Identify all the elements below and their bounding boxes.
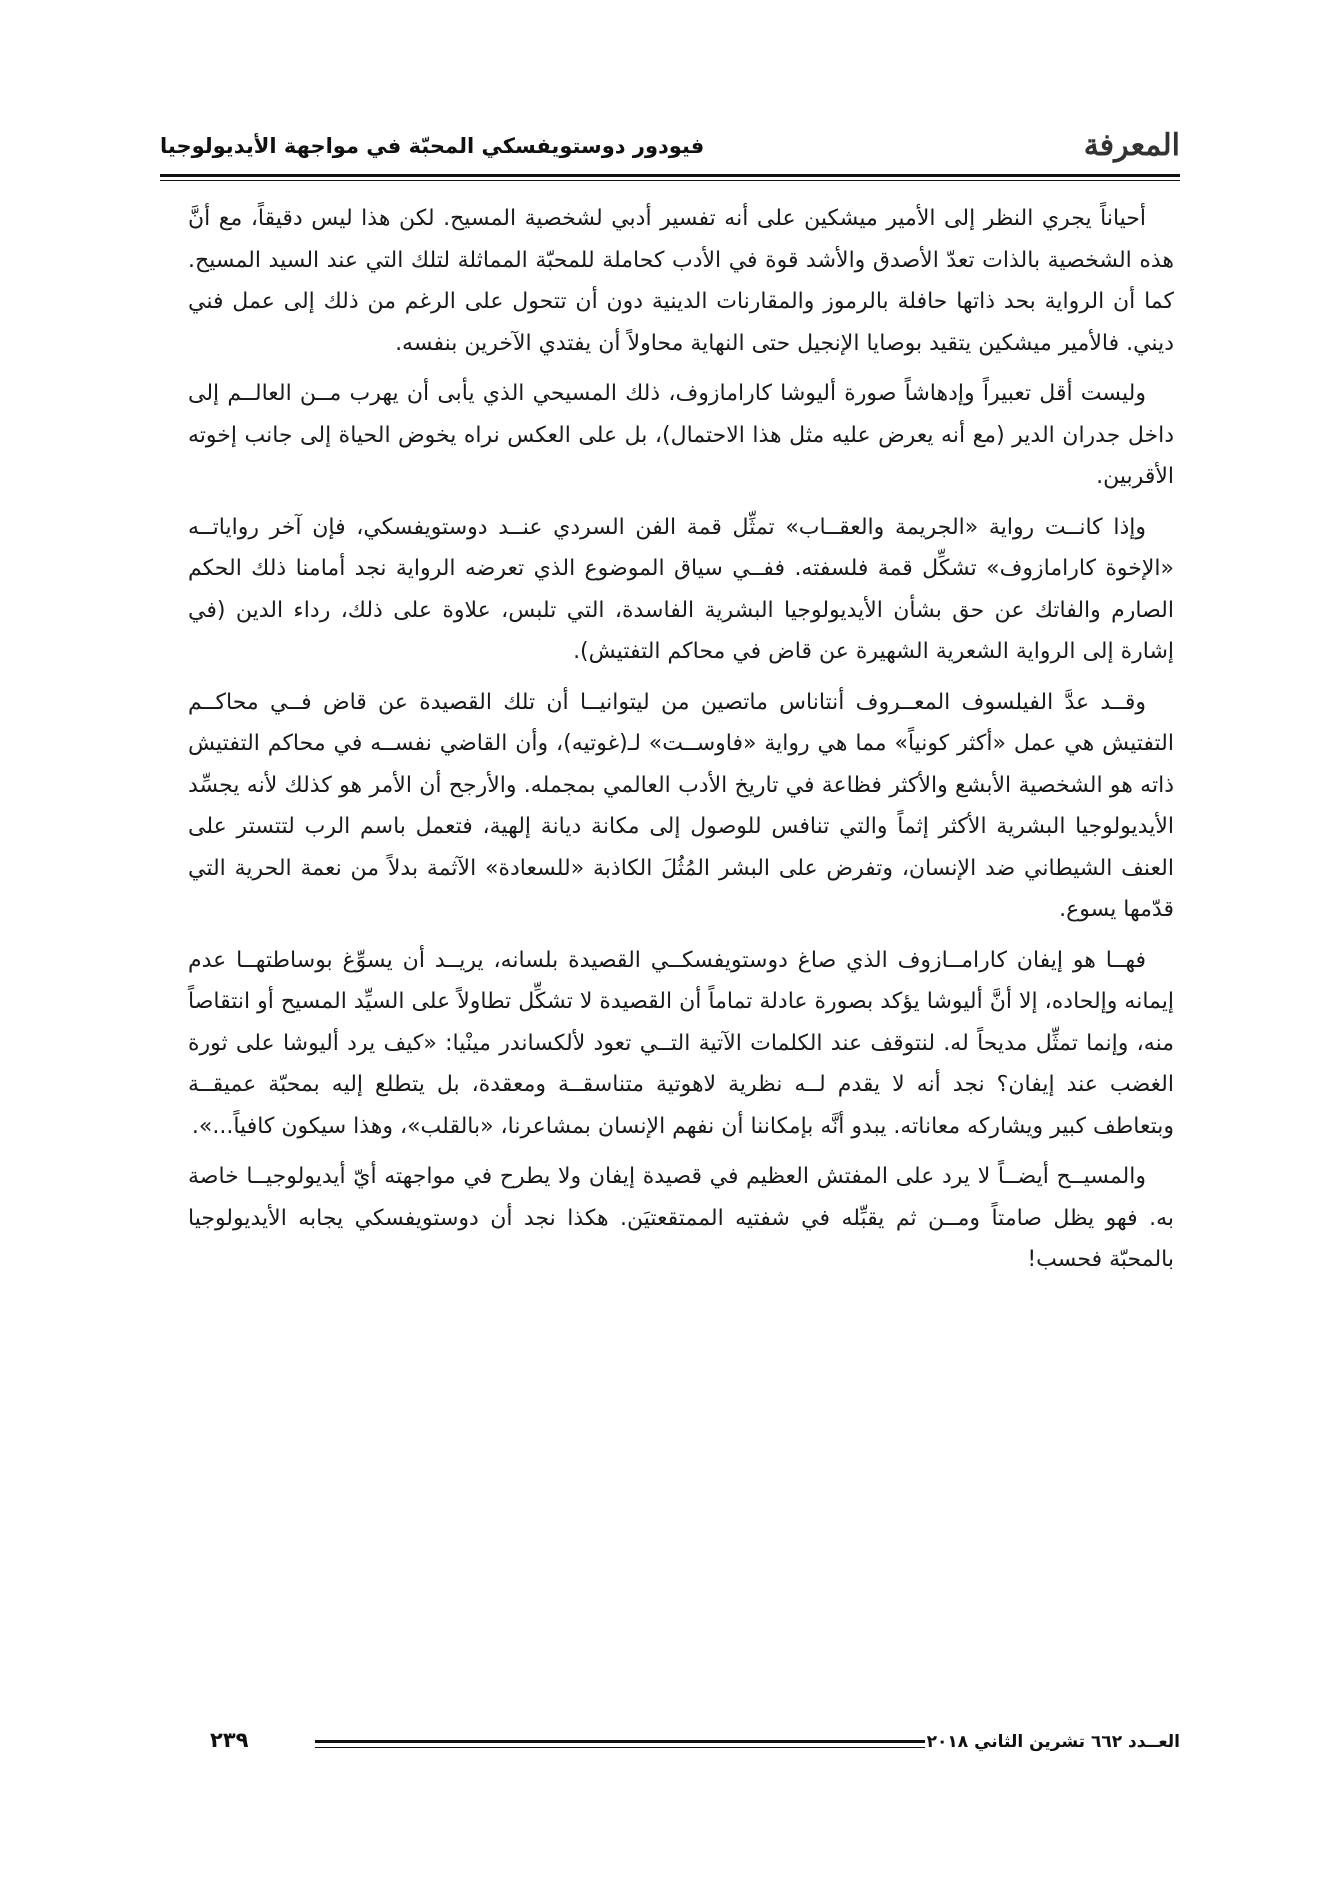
paragraph: أحياناً يجري النظر إلى الأمير ميشكين على أنه تفسير أدبي لشخصية المسيح. لكن هذا ليس دقيقاً، مع أنَّ هذه الشخصية بالذات تعدّ الأصدق والأشد قوة في الأدب كحاملة للمحبّة المماثلة لتلك التي عند السيد المسيح. كما أن الرواية بحد ذاتها حافلة بالرموز والمقارنات الدينية دون أن تتحول على الرغم من ذلك إلى عمل فني ديني. فالأمير ميشكين يتقيد بوصايا الإنجيل حتى النهاية محاولاً أن يفتدي الآخرين بنفسه. (188, 206, 1174, 356)
paragraph: وقــد عدَّ الفيلسوف المعــروف أنتاناس ماتصين من ليتوانيــا أن تلك القصيدة عن قاض فــي محاكــم التفتيش هي عمل «أكثر كونياً» مما هي رواية «فاوســت» لـ(غوتيه)، وأن القاضي نفســه في محاكم التفتيش ذاته هو الشخصية الأبشع والأكثر فظاعة في تاريخ الأدب العالمي بمجمله. والأرجح أن الأمر هو كذلك لأنه يجسِّد الأيديولوجيا البشرية الأكثر إثماً والتي تنافس للوصول إلى مكانة ديانة إلهية، فتعمل باسم الرب لتتستر على العنف الشيطاني ضد الإنسان، وتفرض على البشر المُثُلَ الكاذبة «للسعادة» الآثمة بدلاً من نعمة الحرية التي قدّمها يسوع. (188, 689, 1174, 922)
paragraph: فهــا هو إيفان كارامــازوف الذي صاغ دوستويفسكــي القصيدة بلسانه، يريــد أن يسوِّغ بوساطتهــا عدم إيمانه وإلحاده، إلا أنَّ أليوشا يؤكد بصورة عادلة تماماً أن القصيدة لا تشكِّل تطاولاً على السيِّد المسيح أو انتقاصاً منه، وإنما تمثِّل مديحاً له. لنتوقف عند الكلمات الآتية التــي تعود لألكساندر مينْيا: «كيف يرد أليوشا على ثورة الغضب عند إيفان؟ نجد أنه لا يقدم لــه نظرية لاهوتية متناسقــة ومعقدة، بل يتطلع إليه بمحبّة عميقــة وبتعاطف كبير ويشاركه معاناته. يبدو أنَّه بإمكاننا أن نفهم الإنسان بمشاعرنا، «بالقلب»، وهذا سيكون كافياً...». (188, 947, 1174, 1139)
paragraph: وإذا كانــت رواية «الجريمة والعقــاب» تمثِّل قمة الفن السردي عنــد دوستويفسكي، فإن آخر رواياتــه «الإخوة كارامازوف» تشكِّل قمة فلسفته. ففــي سياق الموضوع الذي تعرضه الرواية نجد أمامنا ذلك الحكم الصارم والفاتك عن حق بشأن الأيديولوجيا البشرية الفاسدة، التي تلبس، علاوة على ذلك، رداء الدين (في إشارة إلى الرواية الشعرية الشهيرة عن قاض في محاكم التفتيش). (188, 514, 1174, 664)
paragraph: والمسيــح أيضــاً لا يرد على المفتش العظيم في قصيدة إيفان ولا يطرح في مواجهته أيّ أيديولوجيــا خاصة به. فهو يظل صامتاً ومــن ثم يقبِّله في شفتيه الممتقعتيَن. هكذا نجد أن دوستويفسكي يجابه الأيديولوجيا بالمحبّة فحسب! (188, 1164, 1174, 1272)
header-divider-thin (160, 180, 1180, 181)
footer-divider (315, 1740, 925, 1743)
header-divider (160, 174, 1180, 177)
issue-info: العــدد ٦٦٢ تشرين الثاني ٢٠١٨ (926, 1732, 1180, 1752)
article-body (188, 198, 1174, 1290)
footer-divider-thin (315, 1747, 925, 1748)
page-footer (210, 1728, 1180, 1772)
magazine-logo: المعرفة (1083, 128, 1180, 163)
running-title: فيودور دوستويفسكي المحبّة في مواجهة الأيديولوجيا (160, 134, 705, 158)
paragraph: وليست أقل تعبيراً وإدهاشاً صورة أليوشا كارامازوف، ذلك المسيحي الذي يأبى أن يهرب مــن العالــم إلى داخل جدران الدير (مع أنه يعرض عليه مثل هذا الاحتمال)، بل على العكس نراه يخوض الحياة إلى جانب إخوته الأقربين. (188, 381, 1174, 489)
page-number: ٢٣٩ (210, 1728, 249, 1752)
page-header (160, 128, 1180, 178)
